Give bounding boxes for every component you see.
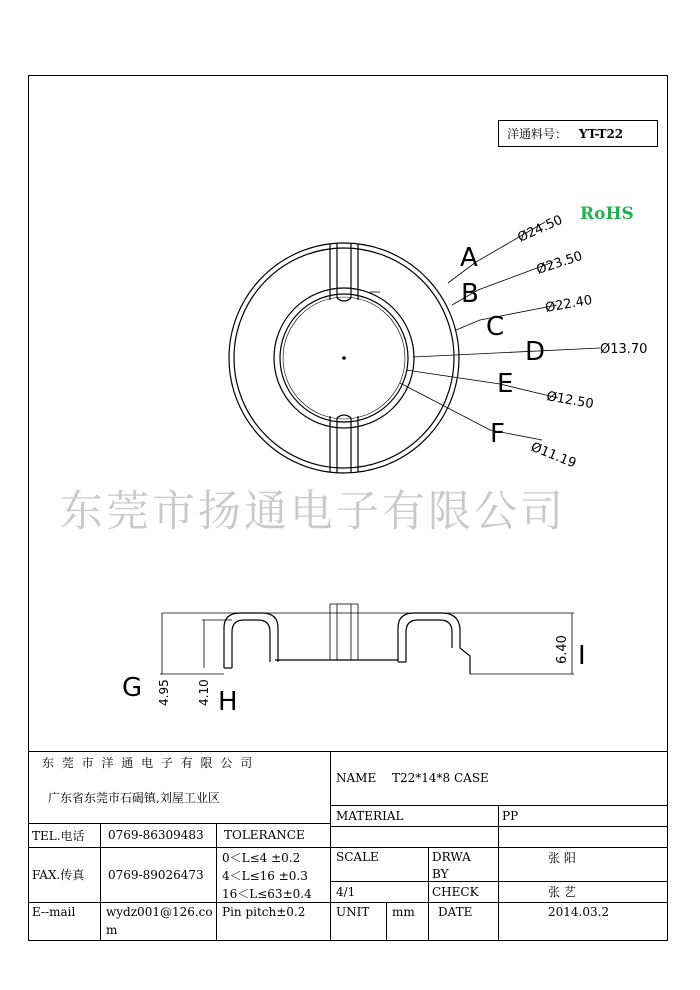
callout-letter-a: A — [460, 243, 478, 273]
fax-label: FAX.传真 — [32, 868, 85, 882]
dim-d: Ø13.70 — [600, 342, 648, 357]
material-label: MATERIAL — [336, 808, 404, 823]
dim-e: Ø12.50 — [545, 389, 595, 413]
check-label: CHECK — [432, 884, 479, 899]
tolerance-row-1: 0＜L≤4 ±0.2 — [222, 850, 301, 865]
name-value: T22*14*8 CASE — [392, 771, 489, 785]
email-value-line-2: m — [106, 923, 118, 937]
callout-letter-d: D — [525, 337, 546, 367]
date-label: DATE — [438, 905, 473, 919]
unit-label: UNIT — [336, 905, 370, 919]
company-name: 东 莞 市 洋 通 电 子 有 限 公 司 — [42, 755, 255, 770]
tel-value: 0769-86309483 — [108, 828, 204, 842]
dim-c: Ø22.40 — [544, 292, 594, 316]
dim-g: 4.95 — [157, 679, 171, 706]
tolerance-row-4: Pin pitch±0.2 — [222, 905, 306, 919]
tel-label: TEL.电话 — [32, 828, 85, 843]
dim-a: Ø24.50 — [515, 212, 565, 246]
bottom-slot — [330, 415, 358, 473]
tolerance-row-3: 16＜L≤63±0.4 — [222, 886, 312, 901]
center-point — [343, 357, 345, 359]
callout-letter-b: B — [461, 279, 479, 309]
part-number-label: 洋通料号： — [507, 127, 568, 141]
rohs-mark: RoHS — [580, 204, 634, 224]
callout-letter-i: I — [578, 641, 586, 671]
check-value: 张 艺 — [548, 885, 576, 899]
drawn-by-value: 张 阳 — [548, 850, 576, 865]
callout-letter-h: H — [218, 687, 238, 717]
callout-letter-c: C — [486, 312, 505, 342]
callout-letter-g: G — [122, 673, 143, 703]
company-watermark: 东莞市扬通电子有限公司 — [60, 487, 566, 537]
callout-letter-e: E — [497, 369, 514, 399]
dim-b: Ø23.50 — [534, 248, 585, 278]
dim-f: Ø11.19 — [528, 439, 579, 472]
top-slot — [330, 243, 358, 301]
scale-label: SCALE — [336, 850, 379, 864]
name-label: NAME — [336, 771, 377, 785]
dim-h: 4.10 — [197, 679, 211, 706]
tolerance-label: TOLERANCE — [224, 828, 305, 842]
callout-letter-f: F — [490, 419, 505, 449]
email-label: E--mail — [32, 905, 76, 919]
company-address: 广东省东莞市石碣镇,刘屋工业区 — [48, 790, 220, 805]
dim-i: 6.40 — [555, 635, 570, 664]
top-view — [229, 243, 459, 473]
email-value-line-1: wydz001@126.co — [106, 905, 213, 919]
tolerance-row-2: 4＜L≤16 ±0.3 — [222, 868, 308, 883]
date-value: 2014.03.2 — [548, 905, 610, 919]
part-number-value: YT-T22 — [579, 126, 624, 141]
fax-value: 0769-89026473 — [108, 867, 204, 882]
scale-value: 4/1 — [336, 884, 356, 899]
drawn-by-label-1: DRWA — [432, 850, 471, 864]
title-block — [28, 751, 668, 941]
side-view — [160, 604, 574, 674]
unit-value: mm — [392, 905, 415, 919]
material-value: PP — [502, 808, 519, 823]
drawn-by-label-2: BY — [432, 867, 449, 881]
